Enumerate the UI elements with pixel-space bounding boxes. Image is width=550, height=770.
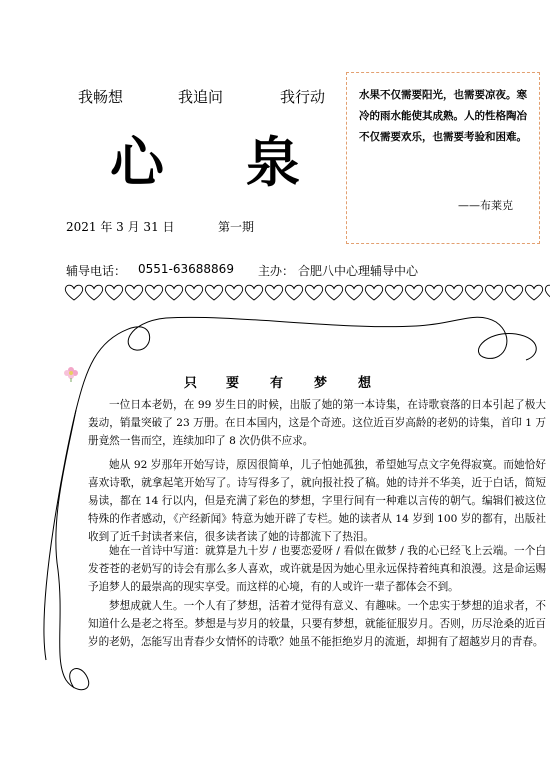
slogan-row xyxy=(78,86,338,108)
article-title-char: 想 xyxy=(358,376,372,391)
slogan-dream: 我畅想 xyxy=(78,88,124,106)
quote-text: 水果不仅需要阳光，也需要凉夜。寒冷的雨水能使其成熟。人的性格陶冶不仅需要欢乐，也需要考验和困难。 xyxy=(359,89,527,143)
article-paragraph-3: 她在一首诗中写道：就算是九十岁 / 也要恋爱呀 / 看似在做梦 / 我的心已经飞上云端。一个白发苍苍的老奶写的诗会有那么多人喜欢，或许就是因为她心里永远保持着纯真和浪漫。这是命运赐予追梦人的最崇高的现实享受。而这样的心境，有的人或许一辈子都体会不到。 xyxy=(88,545,546,593)
article-title-char: 梦 xyxy=(314,376,328,391)
heart-icon xyxy=(445,285,462,300)
heart-icon xyxy=(485,285,502,300)
heart-icon xyxy=(385,285,402,300)
heart-icon xyxy=(225,285,242,300)
heart-icon xyxy=(545,285,550,300)
heart-icon xyxy=(325,285,342,300)
article-title-char: 有 xyxy=(270,376,284,391)
article-title xyxy=(180,372,380,392)
hotline-label: 辅导电话： xyxy=(66,264,127,278)
heart-icon xyxy=(125,285,142,300)
heart-icon xyxy=(185,285,202,300)
heart-icon xyxy=(405,285,422,300)
heart-icon xyxy=(245,285,262,300)
heart-icon xyxy=(105,285,122,300)
article-paragraph-2: 她从 92 岁那年开始写诗，原因很简单，儿子怕她孤独，希望她写点文字免得寂寞。而她恰好喜欢诗歌，就拿起笔开始写了。诗写得多了，就向报社投了稿。她的诗并不华美，近于白话，简短易读，都在 14 行以内，但是充满了彩色的梦想，字里行间有一种难以言传的朝气。编辑们被这位特殊的作者感动，《产经新闻》特意为她开辟了专栏。她的读者从 14 岁到 100 岁的都有，出版社收到了近千封读者来信，很多读者读了她的诗都流下了热泪。 xyxy=(88,459,546,543)
hotline-number: 0551-63688869 xyxy=(138,262,234,276)
host-label: 主办： xyxy=(258,264,295,278)
heart-icon xyxy=(265,285,282,300)
heart-icon xyxy=(85,285,102,300)
article-title-char: 要 xyxy=(226,376,240,391)
heart-icon xyxy=(285,285,302,300)
heart-icon xyxy=(165,285,182,300)
slogan-question: 我追问 xyxy=(178,88,224,106)
quote-box xyxy=(346,72,540,244)
masthead-char-heart: 心 xyxy=(110,131,166,194)
heart-icon xyxy=(425,285,442,300)
slogan-act: 我行动 xyxy=(280,88,326,106)
article-paragraph-4: 梦想成就人生。一个人有了梦想，活着才觉得有意义、有趣味。一个忠实于梦想的追求者，不知道什么是老之将至。梦想是与岁月的较量，只要有梦想，就能征服岁月。否则，历尽沧桑的近百岁的老奶，怎能写出青春少女情怀的诗歌？她虽不能拒绝岁月的流逝，却拥有了超越岁月的青春。 xyxy=(88,600,546,648)
heart-icon xyxy=(65,285,82,300)
heart-icon xyxy=(505,285,522,300)
quote-author: ——布莱克 xyxy=(458,199,513,212)
host-name: 合肥八中心理辅导中心 xyxy=(298,264,419,278)
issue-number: 第一期 xyxy=(218,220,255,234)
flower-icon xyxy=(62,364,80,382)
heart-icon xyxy=(205,285,222,300)
heart-icon xyxy=(145,285,162,300)
issue-date: 2021 年 3 月 31 日 xyxy=(66,220,175,234)
heart-icon xyxy=(305,285,322,300)
article-title-char: 只 xyxy=(184,376,198,391)
heart-icon xyxy=(465,285,482,300)
heart-icon xyxy=(525,285,542,300)
article-paragraph-1: 一位日本老奶，在 99 岁生日的时候，出版了她的第一本诗集，在诗歌衰落的日本引起了极大轰动，销量突破了 23 万册。在日本国内，这是个奇迹。这位近百岁高龄的老奶的诗集，首印 1 万册竟然一售而空，连续加印了 8 次仍供不应求。 xyxy=(88,399,546,447)
heart-icon xyxy=(365,285,382,300)
heart-icon xyxy=(345,285,362,300)
masthead-char-spring: 泉 xyxy=(246,131,302,194)
